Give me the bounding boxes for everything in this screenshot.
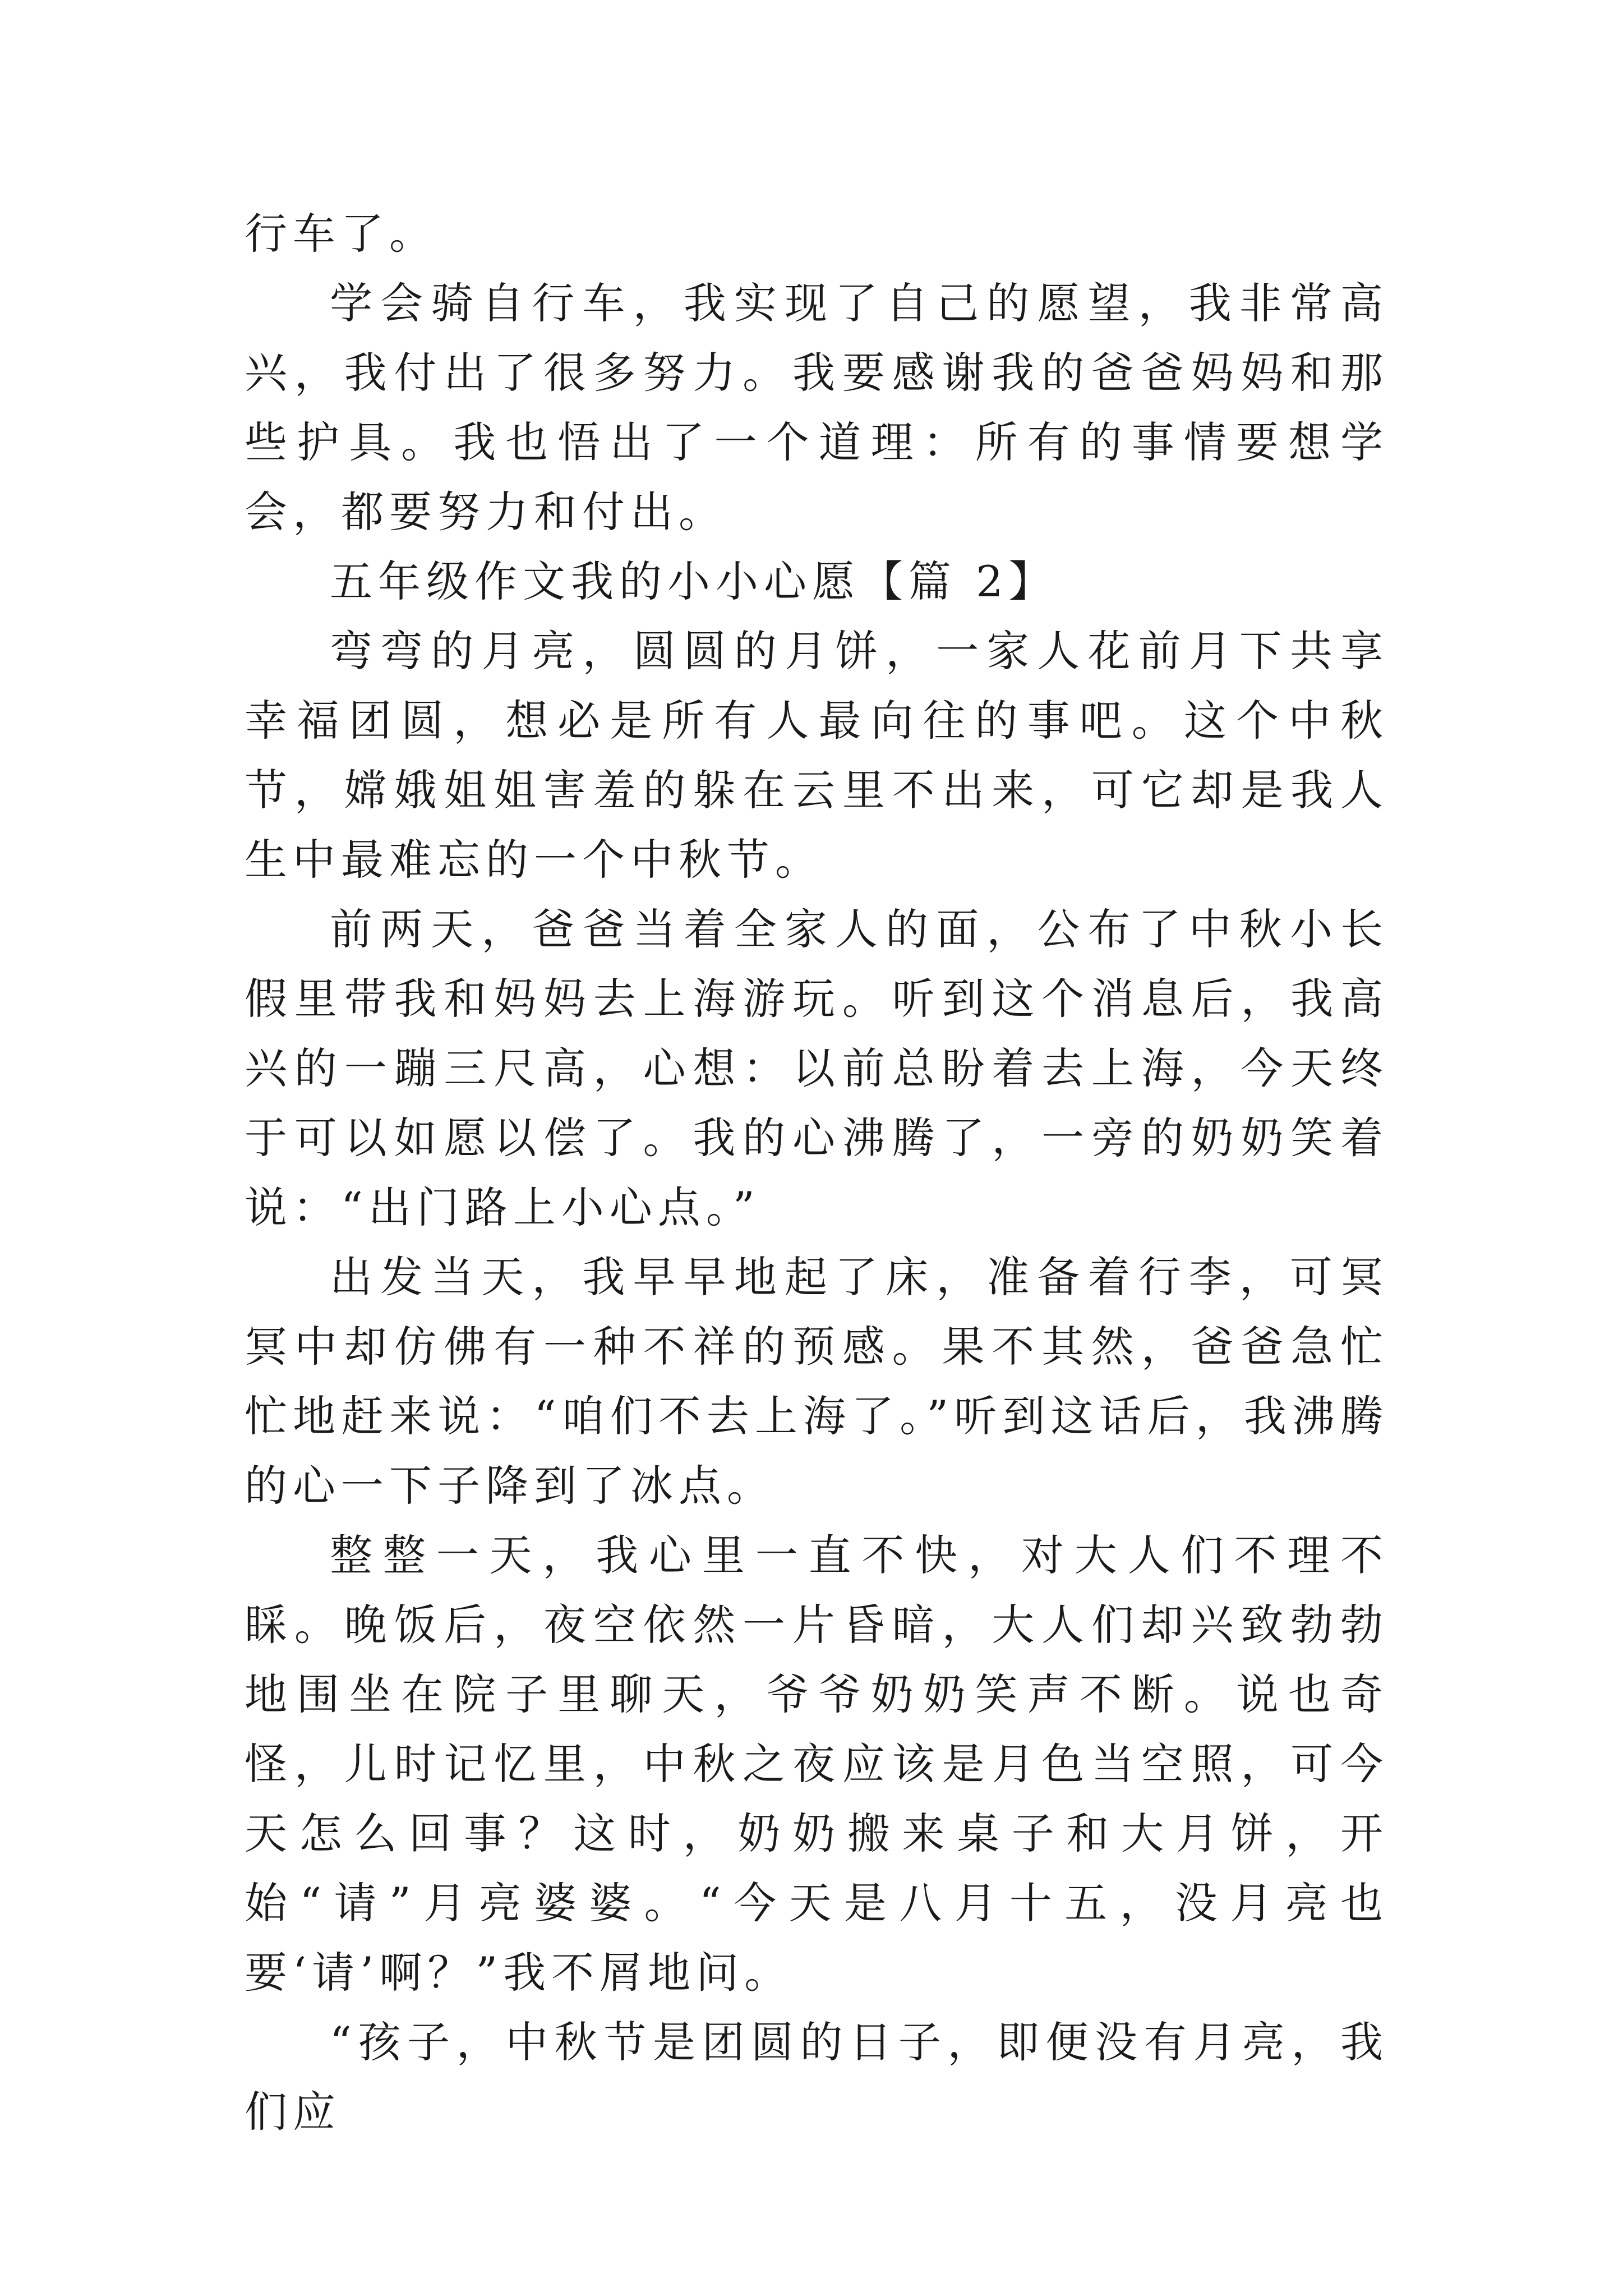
paragraph: 弯弯的月亮，圆圆的月饼，一家人花前月下共享幸福团圆，想必是所有人最向往的事吧。这个中秋节，嫦娥姐姐害羞的躲在云里不出来，可它却是我人生中最难忘的一个中秋节。	[245, 626, 1389, 885]
paragraph: “孩子，中秋节是团圆的日子，即便没有月亮，我们应	[245, 2017, 1389, 2137]
paragraph: 出发当天，我早早地起了床，准备着行李，可冥冥中却仿佛有一种不祥的预感。果不其然，爸爸急忙忙地赶来说：“咱们不去上海了。”听到这话后，我沸腾的心一下子降到了冰点。	[245, 1252, 1389, 1511]
document-body	[245, 199, 1389, 2147]
paragraph: 整整一天，我心里一直不快，对大人们不理不睬。晚饭后，夜空依然一片昏暗，大人们却兴致勃勃地围坐在院子里聊天，爷爷奶奶笑声不断。说也奇怪，儿时记忆里，中秋之夜应该是月色当空照，可今天怎么回事？这时，奶奶搬来桌子和大月饼，开始“请”月亮婆婆。“今天是八月十五，没月亮也要‘请’啊？”我不屑地问。	[245, 1530, 1389, 1998]
section-heading: 五年级作文我的小小心愿【篇 2】	[330, 556, 1057, 606]
paragraph: 行车了。	[245, 209, 437, 259]
paragraph: 前两天，爸爸当着全家人的面，公布了中秋小长假里带我和妈妈去上海游玩。听到这个消息后，我高兴的一蹦三尺高，心想：以前总盼着去上海，今天终于可以如愿以偿了。我的心沸腾了，一旁的奶奶笑着说：“出门路上小心点。”	[245, 904, 1389, 1232]
paragraph: 学会骑自行车，我实现了自己的愿望，我非常高兴，我付出了很多努力。我要感谢我的爸爸妈妈和那些护具。我也悟出了一个道理：所有的事情要想学会，都要努力和付出。	[245, 278, 1389, 537]
